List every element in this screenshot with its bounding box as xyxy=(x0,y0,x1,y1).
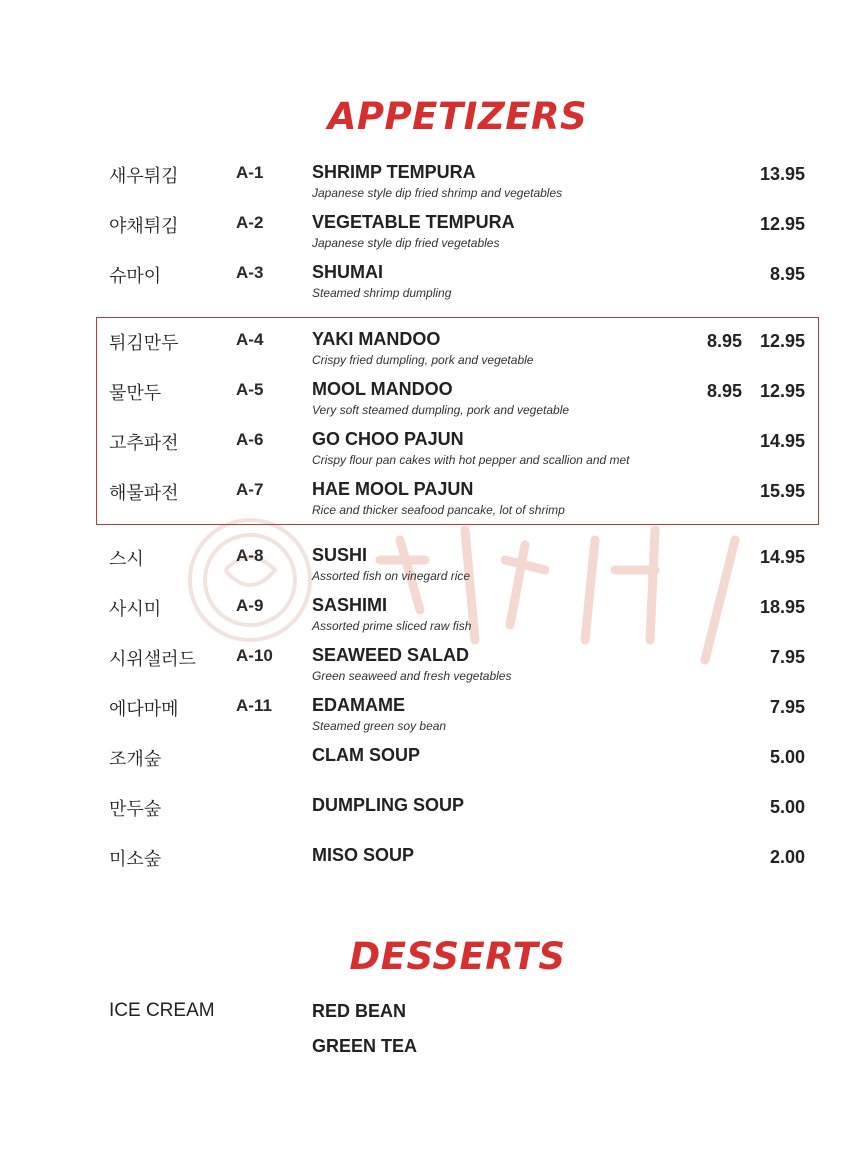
item-korean-name: 조개숲 xyxy=(109,749,162,770)
item-price: 8.95 xyxy=(769,264,805,284)
appetizers-title: APPETIZERS xyxy=(327,95,588,138)
item-korean-name: 시위샐러드 xyxy=(109,649,196,670)
menu-item xyxy=(0,545,849,589)
menu-item xyxy=(0,845,849,889)
item-description: Japanese style dip fried shrimp and vegetables xyxy=(312,186,563,200)
menu-item xyxy=(0,595,849,639)
menu-item xyxy=(0,745,849,789)
item-name: SUSHI xyxy=(312,545,368,565)
item-korean-name: 고추파전 xyxy=(109,433,179,454)
item-description: Crispy fried dumpling, pork and vegetable xyxy=(312,353,534,367)
item-price-small: 8.95 xyxy=(706,381,742,401)
item-korean-name: 해물파전 xyxy=(109,483,179,504)
item-name: GO CHOO PAJUN xyxy=(312,429,464,449)
item-korean-name: 새우튀김 xyxy=(109,166,179,187)
item-code: A-10 xyxy=(236,646,273,665)
item-code: A-8 xyxy=(236,546,264,565)
item-name: HAE MOOL PAJUN xyxy=(312,479,474,499)
menu-item xyxy=(0,379,849,423)
item-description: Japanese style dip fried vegetables xyxy=(312,236,500,250)
item-price: 12.95 xyxy=(759,214,805,234)
item-price: 12.95 xyxy=(759,331,805,351)
item-code: A-2 xyxy=(236,213,264,232)
item-code: A-4 xyxy=(236,330,264,349)
item-description: Green seaweed and fresh vegetables xyxy=(312,669,512,683)
menu-item xyxy=(0,262,849,306)
item-price: 2.00 xyxy=(769,847,805,867)
item-price: 13.95 xyxy=(759,164,805,184)
menu-item xyxy=(0,695,849,739)
item-korean-name: 야채튀김 xyxy=(109,216,179,237)
item-price: 5.00 xyxy=(769,747,805,767)
item-korean-name: 미소숲 xyxy=(109,849,162,870)
item-price: 15.95 xyxy=(759,481,805,501)
item-code: A-11 xyxy=(236,696,272,715)
item-korean-name: 튀김만두 xyxy=(109,333,179,354)
dessert-ice-cream-label: ICE CREAM xyxy=(109,1000,215,1021)
item-name: SASHIMI xyxy=(312,595,388,615)
item-korean-name: 만두숲 xyxy=(109,799,162,820)
item-description: Rice and thicker seafood pancake, lot of shrimp xyxy=(312,503,565,517)
item-code: A-5 xyxy=(236,380,264,399)
dessert-flavor-green-tea: GREEN TEA xyxy=(312,1036,418,1056)
item-price: 7.95 xyxy=(769,697,805,717)
item-name: SHRIMP TEMPURA xyxy=(312,162,476,182)
item-name: YAKI MANDOO xyxy=(312,329,441,349)
item-description: Assorted prime sliced raw fish xyxy=(312,619,472,633)
item-korean-name: 사시미 xyxy=(109,599,162,620)
item-code: A-9 xyxy=(236,596,264,615)
item-name: SEAWEED SALAD xyxy=(312,645,470,665)
item-name: CLAM SOUP xyxy=(312,745,420,765)
item-code: A-7 xyxy=(236,480,264,499)
item-name: SHUMAI xyxy=(312,262,383,282)
item-price: 12.95 xyxy=(759,381,805,401)
item-price: 18.95 xyxy=(759,597,805,617)
item-name: VEGETABLE TEMPURA xyxy=(312,212,515,232)
item-korean-name: 슈마이 xyxy=(109,266,162,287)
item-name: EDAMAME xyxy=(312,695,405,715)
dessert-flavor-red-bean: RED BEAN xyxy=(312,1001,407,1021)
menu-item xyxy=(0,162,849,206)
menu-item xyxy=(0,212,849,256)
menu-item xyxy=(0,795,849,839)
item-price: 7.95 xyxy=(769,647,805,667)
item-code: A-3 xyxy=(236,263,264,282)
menu-item xyxy=(0,429,849,473)
item-name: MISO SOUP xyxy=(312,845,415,865)
item-name: MOOL MANDOO xyxy=(312,379,453,399)
item-description: Crispy flour pan cakes with hot pepper and scallion and met xyxy=(312,453,630,467)
item-code: A-1 xyxy=(236,163,264,182)
item-price: 14.95 xyxy=(759,431,805,451)
item-code: A-6 xyxy=(236,430,264,449)
menu-item xyxy=(0,329,849,373)
item-name: DUMPLING SOUP xyxy=(312,795,465,815)
item-korean-name: 스시 xyxy=(109,549,144,570)
desserts-title: DESSERTS xyxy=(349,935,566,978)
item-price: 14.95 xyxy=(759,547,805,567)
item-korean-name: 에다마메 xyxy=(109,699,179,720)
menu-item xyxy=(0,645,849,689)
item-price-small: 8.95 xyxy=(706,331,742,351)
item-description: Very soft steamed dumpling, pork and vegetable xyxy=(312,403,570,417)
item-description: Steamed shrimp dumpling xyxy=(312,286,452,300)
menu-item xyxy=(0,479,849,523)
item-description: Steamed green soy bean xyxy=(312,719,447,733)
item-price: 5.00 xyxy=(769,797,805,817)
item-korean-name: 물만두 xyxy=(109,383,162,404)
item-description: Assorted fish on vinegard rice xyxy=(312,569,471,583)
